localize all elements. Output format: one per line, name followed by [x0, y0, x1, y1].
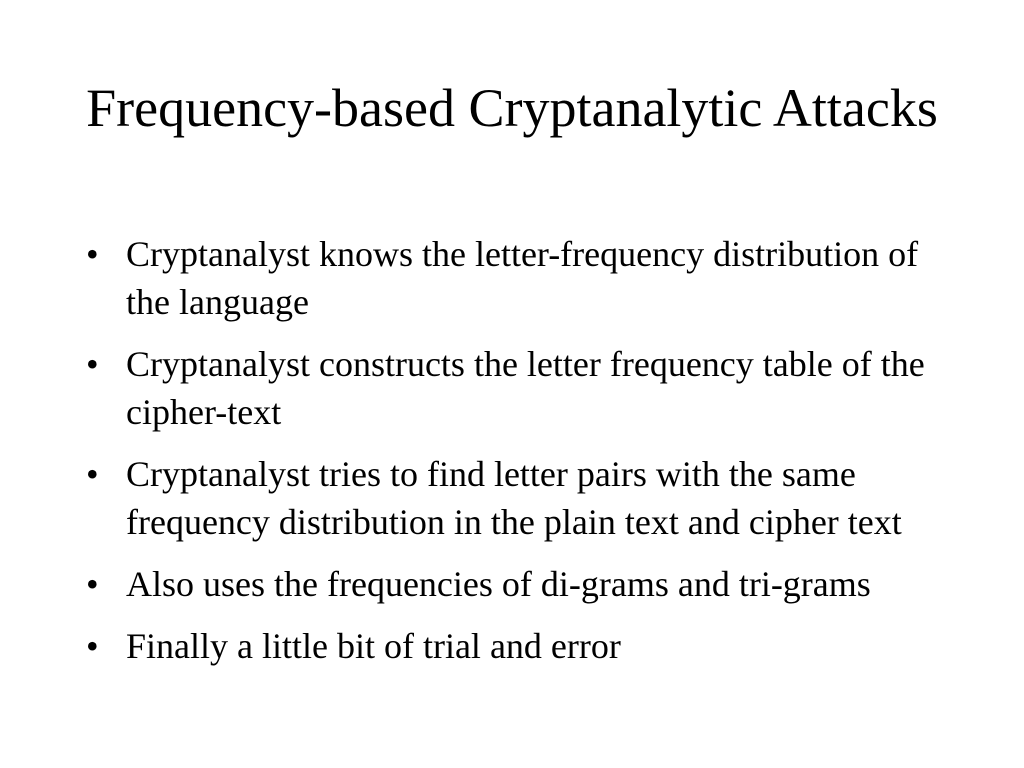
bullet-text: Also uses the frequencies of di-grams and tri-grams [126, 564, 871, 604]
bullet-list [86, 230, 956, 670]
slide-title: Frequency-based Cryptanalytic Attacks [86, 78, 938, 138]
bullet-item-5 [86, 622, 956, 670]
bullet-icon: • [86, 454, 99, 494]
bullet-item-1 [86, 230, 956, 326]
bullet-text: Finally a little bit of trial and error [126, 626, 621, 666]
bullet-icon: • [86, 344, 99, 384]
bullet-item-3 [86, 450, 956, 546]
bullet-icon: • [86, 234, 99, 274]
bullet-text: Cryptanalyst constructs the letter frequency table of the cipher-text [126, 344, 925, 432]
bullet-icon: • [86, 626, 99, 666]
bullet-item-2 [86, 340, 956, 436]
bullet-text: Cryptanalyst tries to find letter pairs with the same frequency distribution in the plain text and cipher text [126, 454, 902, 542]
bullet-icon: • [86, 564, 99, 604]
bullet-item-4 [86, 560, 956, 608]
bullet-text: Cryptanalyst knows the letter-frequency distribution of the language [126, 234, 919, 322]
